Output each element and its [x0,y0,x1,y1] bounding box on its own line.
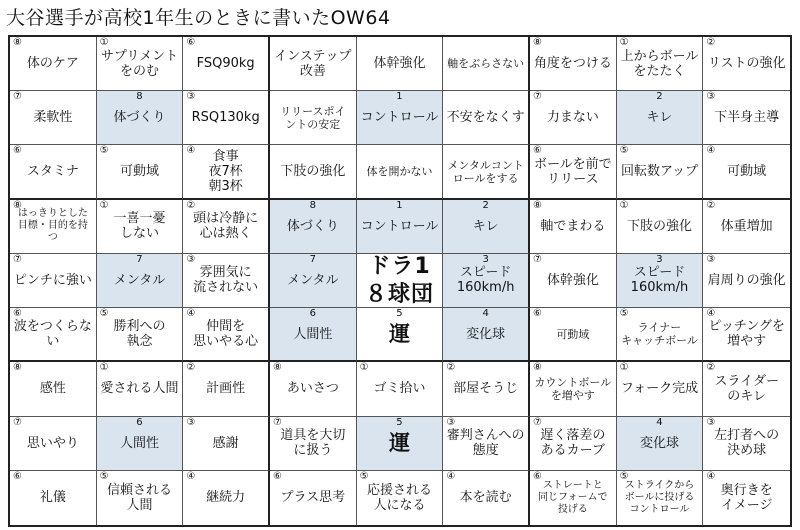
cell-number: ⑧ [13,37,22,48]
grid-cell [270,362,357,416]
cell-text: 人間性 [119,435,159,451]
grid-cell [703,417,790,471]
cell-text: スピード 160km/h [456,265,515,296]
grid-cell [530,91,617,145]
grid-cell [443,471,530,525]
cell-text: 感性 [39,381,66,397]
cell-number: ① [619,199,629,211]
grid-cell [617,145,704,199]
cell-text: 不安をなくす [446,110,525,126]
cell-text: 可動域 [727,164,767,180]
cell-number: ⑥ [13,470,22,482]
cell-text: 体重増加 [720,218,773,234]
grid-cell [10,145,97,199]
cell-text: 回転数アップ [620,164,699,180]
cell-number: ⑥ [532,145,542,157]
cell-number: ① [99,37,109,48]
cell-number: ⑧ [13,362,22,374]
cell-text: コントロール [360,218,439,234]
cell-number: 6 [136,416,143,428]
cell-number: ③ [706,416,716,428]
grid-cell [357,91,444,145]
cell-text: 運 [388,431,410,456]
cell-number: ⑤ [619,308,629,320]
cell-number: ③ [446,416,456,428]
cell-number: ⑥ [186,37,196,48]
cell-text: 柔軟性 [33,110,73,126]
cell-number: ① [99,362,109,374]
cell-text: フォーク完成 [620,381,699,397]
cell-text: 人間性 [293,326,333,342]
cell-text: ボールを前で リリース [533,156,612,187]
grid-cell [530,200,617,254]
cell-number: ④ [186,470,196,482]
grid-cell [530,145,617,199]
cell-number: ⑦ [13,253,22,265]
grid-cell [443,91,530,145]
grid-cell [10,200,97,254]
grid-cell [183,145,270,199]
grid-cell [10,37,97,91]
cell-number: ① [359,362,369,374]
grid-cell [530,417,617,471]
grid-cell [183,362,270,416]
cell-number: ④ [186,145,196,157]
cell-number: ⑧ [272,362,282,374]
grid-cell [97,254,184,308]
grid-cell [703,200,790,254]
grid-cell [97,417,184,471]
cell-text: 下肢の強化 [626,218,692,234]
cell-text: 仲間を 思いやる心 [193,319,259,350]
grid-cell [183,417,270,471]
cell-number: 8 [309,199,316,211]
cell-text: 応援される 人になる [366,482,432,513]
cell-text: メンタルコント ロールをする [447,158,524,185]
cell-text: メンタル [113,272,166,288]
grid-cell [703,362,790,416]
grid-cell [97,362,184,416]
cell-number: 1 [396,199,403,211]
grid-cell [10,417,97,471]
cell-text: キレ [646,110,673,126]
cell-text: 審判さんへの 態度 [446,428,525,459]
grid-cell [183,308,270,362]
cell-number: ③ [186,91,196,103]
cell-number: ③ [186,253,196,265]
grid-cell [530,362,617,416]
cell-text: FSQ90kg [196,56,255,72]
cell-number: 2 [482,199,489,211]
cell-text: 運 [388,322,410,347]
cell-text: 体づくり [286,218,339,234]
cell-number: ② [186,199,196,211]
grid-cell [703,37,790,91]
cell-text: 遅く落差の あるカーブ [540,428,606,459]
grid-cell [530,471,617,525]
cell-text: 可動域 [119,164,159,180]
grid-cell [617,200,704,254]
cell-text: メンタル [287,272,339,288]
grid-cell [357,37,444,91]
grid-cell [10,471,97,525]
grid-cell [530,308,617,362]
grid-cell [97,37,184,91]
grid-cell [617,254,704,308]
grid-cell [443,145,530,199]
cell-text: 角度をつける [533,56,612,72]
grid-cell [97,471,184,525]
cell-number: 3 [482,253,489,265]
grid-cell [270,145,357,199]
cell-text: 一喜一憂 しない [113,211,166,242]
grid-cell [270,417,357,471]
grid-cell [443,362,530,416]
grid-cell [617,417,704,471]
grid-cell [270,308,357,362]
cell-text: 体幹強化 [373,56,426,72]
cell-number: ② [706,37,716,48]
cell-text: 軸でまわる [540,218,606,234]
cell-number: ⑧ [13,199,22,211]
cell-text: スピード 160km/h [630,265,689,296]
cell-number: ⑥ [272,470,282,482]
cell-text: はっきりとした 目標・目的を持つ [17,208,88,244]
cell-number: ⑤ [359,470,369,482]
cell-text: RSQ130kg [191,110,260,126]
cell-number: ⑤ [99,145,109,157]
cell-text: 肩周りの強化 [707,272,786,288]
grid-cell [97,200,184,254]
cell-number: ⑦ [272,416,282,428]
grid-cell [617,471,704,525]
grid-cell [357,362,444,416]
cell-text: スタミナ [26,164,79,180]
cell-text: 本を読む [459,490,512,506]
grid-cell [443,200,530,254]
cell-text: サプリメント をのむ [100,48,179,79]
cell-number: ② [706,362,716,374]
grid-cell [357,145,444,199]
cell-text: 左打者への 決め球 [714,428,780,459]
cell-text: ライナー キャッチボール [621,321,698,348]
page-title: 大谷選手が高校1年生のときに書いたOW64 [6,7,391,29]
cell-text: インステップ 改善 [274,48,352,79]
cell-number: ⑤ [619,470,629,482]
grid-cell [97,308,184,362]
grid-cell [703,254,790,308]
cell-number: 8 [136,91,143,103]
grid-cell [357,308,444,362]
cell-number: ⑧ [532,199,542,211]
cell-text: 継続力 [206,490,246,506]
cell-number: 4 [482,308,489,320]
cell-number: ② [186,362,196,374]
cell-number: 2 [656,91,663,103]
cell-number: 5 [396,308,403,320]
grid-cell [183,91,270,145]
cell-text: リリースポイ ントの安定 [280,104,346,131]
cell-number: ④ [706,145,716,157]
grid-cell [357,200,444,254]
cell-text: 思いやり [26,435,79,451]
cell-text: 頭は冷静に 心は熱く [193,211,259,242]
cell-text: 可動域 [556,327,590,341]
cell-number: ⑥ [13,308,22,320]
cell-text: キレ [472,218,499,234]
cell-text: 変化球 [466,326,506,342]
cell-number: ③ [706,253,716,265]
cell-number: ② [446,362,456,374]
cell-text: 礼儀 [39,490,66,506]
grid-cell [617,362,704,416]
cell-text: 下半身主導 [714,110,780,126]
cell-number: ⑤ [99,308,109,320]
grid-cell [183,254,270,308]
mandala-chart-grid [8,35,792,527]
cell-number: ③ [706,91,716,103]
cell-text: 体を開かない [366,165,433,179]
cell-text: ストレートと 同じフォームで 投げる [538,479,608,515]
cell-text: 計画性 [206,381,246,397]
grid-cell [703,308,790,362]
cell-number: ⑦ [13,91,22,103]
cell-number: ⑦ [532,253,542,265]
cell-text: ピッチングを 増やす [708,319,785,350]
cell-text: 上からボール をたたく [620,48,699,79]
grid-cell [270,37,357,91]
grid-cell [270,200,357,254]
cell-text: 下肢の強化 [280,164,346,180]
cell-text: 雰囲気に 流されない [193,265,259,296]
cell-number: ⑧ [532,362,542,374]
grid-cell [97,91,184,145]
cell-number: ⑤ [619,145,629,157]
grid-cell [270,254,357,308]
cell-text: スライダー のキレ [714,373,779,404]
grid-cell [10,91,97,145]
cell-number: 5 [396,416,403,428]
grid-cell [443,308,530,362]
cell-number: ⑧ [532,37,542,48]
cell-number: ① [99,199,109,211]
cell-number: ④ [446,470,456,482]
cell-text: 体のケア [26,56,79,72]
cell-text: 食事 夜7杯 朝3杯 [208,149,243,195]
cell-number: ⑥ [532,308,542,320]
grid-cell [617,308,704,362]
grid-cell [357,254,444,308]
cell-text: 波をつくらない [13,319,92,350]
cell-text: ドラ1 ８球団 [364,253,434,307]
cell-number: ⑦ [532,91,542,103]
cell-text: 体づくり [113,110,166,126]
cell-text: 信頼される 人間 [106,482,172,513]
grid-cell [617,37,704,91]
cell-text: リストの強化 [707,56,786,72]
grid-cell [530,37,617,91]
cell-text: 部屋そうじ [453,381,519,397]
cell-text: 体幹強化 [546,272,599,288]
cell-number: 7 [136,253,143,265]
cell-text: 愛される人間 [100,381,179,397]
cell-text: 感謝 [212,435,239,451]
grid-cell [183,37,270,91]
cell-text: ストライクから ボールに投げる コントロール [624,479,695,515]
grid-cell [270,471,357,525]
cell-number: ③ [186,416,196,428]
grid-cell [703,91,790,145]
cell-text: 力まない [546,110,599,126]
cell-text: ゴミ拾い [373,381,426,397]
cell-number: ⑦ [13,416,22,428]
grid-cell [443,37,530,91]
cell-number: ⑥ [13,145,22,157]
cell-number: 7 [309,253,316,265]
cell-number: ② [706,199,716,211]
cell-number: ① [619,362,629,374]
cell-number: ④ [186,308,196,320]
cell-number: 3 [656,253,663,265]
cell-number: ⑥ [532,470,542,482]
cell-text: プラス思考 [280,490,346,506]
grid-cell [357,417,444,471]
grid-cell [703,145,790,199]
cell-number: ① [619,37,629,48]
cell-text: ピンチに強い [13,272,92,288]
grid-cell [357,471,444,525]
cell-text: 道具を大切 に扱う [280,428,346,459]
grid-cell [97,145,184,199]
cell-text: コントロール [360,110,439,126]
cell-text: 軸をぶらさない [447,57,525,71]
grid-cell [443,417,530,471]
grid-cell [183,200,270,254]
cell-number: 6 [309,308,316,320]
grid-cell [530,254,617,308]
cell-text: カウントボール を増やす [534,375,612,402]
cell-number: 1 [396,91,403,103]
grid-cell [617,91,704,145]
cell-text: 勝利への 執念 [113,319,166,350]
grid-cell [10,362,97,416]
cell-number: ④ [706,308,716,320]
cell-number: 4 [656,416,663,428]
cell-text: 変化球 [639,435,679,451]
cell-number: ⑤ [99,470,109,482]
cell-text: あいさつ [286,381,339,397]
grid-cell [183,471,270,525]
grid-cell [10,308,97,362]
grid-cell [10,254,97,308]
grid-cell [270,91,357,145]
grid-cell [443,254,530,308]
cell-text: 奥行きを イメージ [720,482,773,513]
grid-cell [703,471,790,525]
cell-number: ⑦ [532,416,542,428]
cell-number: ④ [706,470,716,482]
